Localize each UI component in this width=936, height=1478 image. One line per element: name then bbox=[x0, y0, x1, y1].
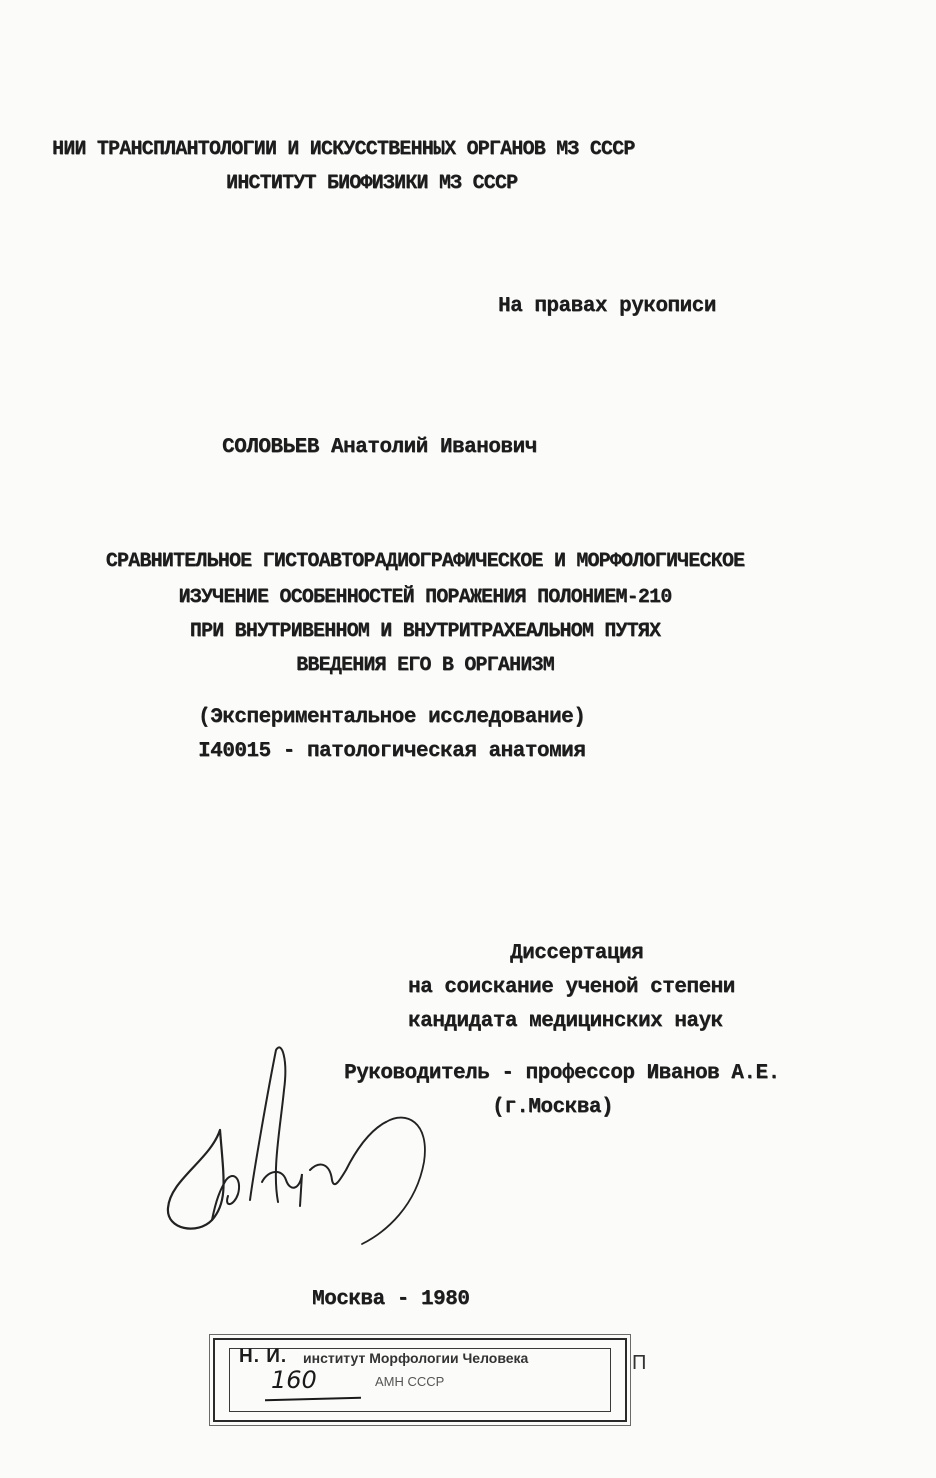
title-line-3: ПРИ ВНУТРИВЕННОМ И ВНУТРИТРАХЕАЛЬНОМ ПУТЯХ bbox=[189, 620, 661, 643]
stamp-suffix: П bbox=[632, 1352, 647, 1374]
institute-line-1: НИИ ТРАНСПЛАНТОЛОГИИ И ИСКУССТВЕННЫХ ОРГАНОВ МЗ СССР bbox=[52, 138, 635, 161]
manuscript-note: На правах рукописи bbox=[498, 295, 716, 318]
study-type: (Экспериментальное исследование) bbox=[198, 706, 586, 729]
stamp-academy: АМН СССР bbox=[375, 1374, 445, 1389]
title-line-4: ВВЕДЕНИЯ ЕГО В ОРГАНИЗМ bbox=[296, 654, 554, 677]
title-line-1: СРАВНИТЕЛЬНОЕ ГИСТОАВТОРАДИОГРАФИЧЕСКОЕ И МОРФОЛОГИЧЕСКОЕ bbox=[105, 550, 745, 573]
dissertation-label: Диссертация bbox=[510, 942, 644, 965]
institute-line-2: ИНСТИТУТ БИОФИЗИКИ МЗ СССР bbox=[226, 172, 518, 195]
stamp-initials: Н. И. bbox=[239, 1346, 288, 1367]
handwritten-signature bbox=[150, 1030, 510, 1270]
title-line-2: ИЗУЧЕНИЕ ОСОБЕННОСТЕЙ ПОРАЖЕНИЯ ПОЛОНИЕМ-210 bbox=[178, 586, 672, 609]
author-name: СОЛОВЬЕВ Анатолий Иванович bbox=[222, 436, 537, 459]
dissertation-field: кандидата медицинских наук bbox=[408, 1010, 723, 1033]
supervisor-city: (г.Москва) bbox=[492, 1096, 614, 1119]
stamp-institute: институт Морфологии Человека bbox=[303, 1350, 529, 1366]
place-year: Москва - 1980 bbox=[312, 1288, 470, 1311]
supervisor: Руководитель - профессор Иванов А.Е. bbox=[344, 1062, 780, 1085]
stamp-handwritten-number: 160 bbox=[271, 1366, 317, 1394]
dissertation-degree: на соискание ученой степени bbox=[408, 976, 735, 999]
specialty: I40015 - патологическая анатомия bbox=[198, 740, 586, 763]
library-stamp bbox=[213, 1338, 627, 1422]
